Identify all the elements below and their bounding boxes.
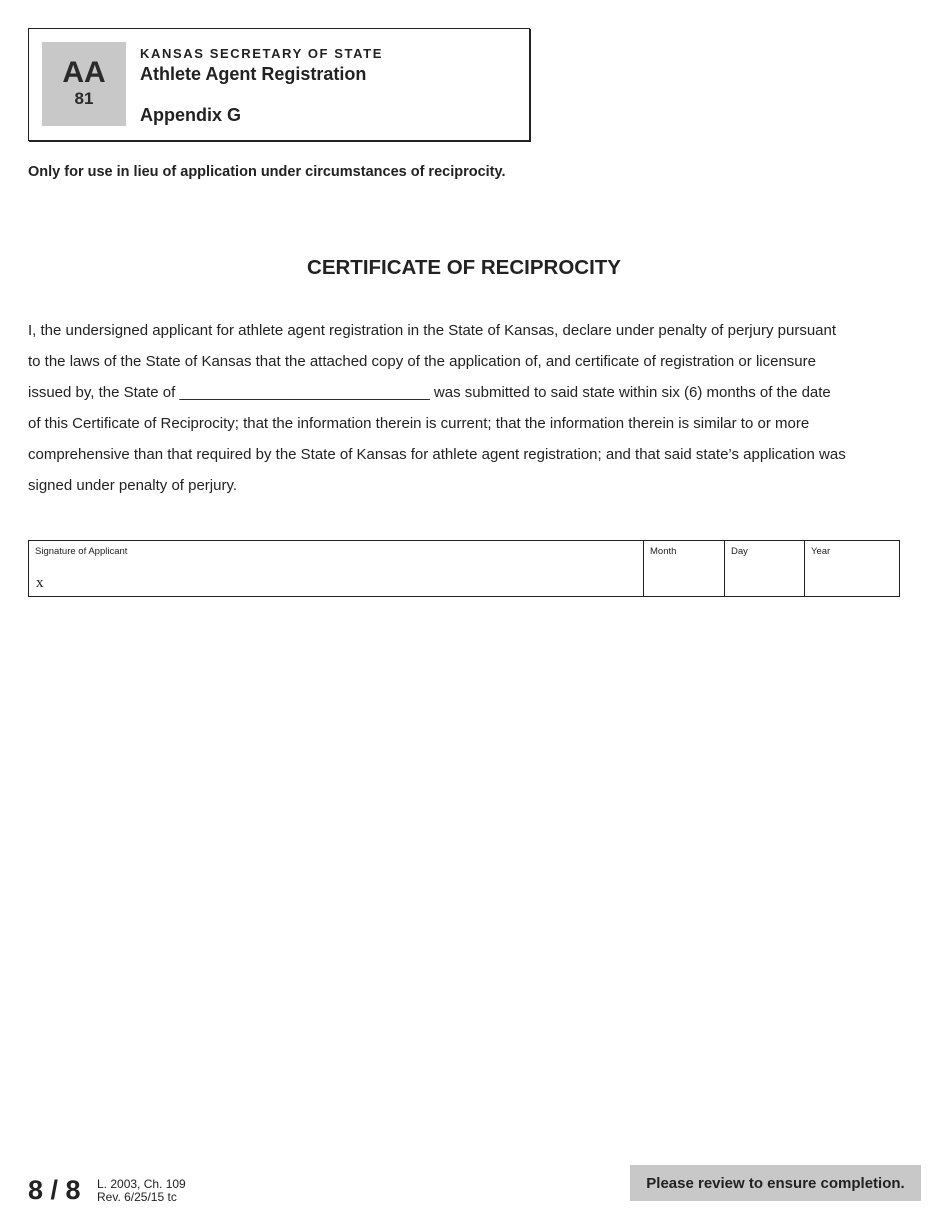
- signature-table: [28, 540, 900, 597]
- law-reference: L. 2003, Ch. 109: [97, 1177, 186, 1191]
- declaration-line: signed under penalty of perjury.: [28, 477, 238, 494]
- form-title: Athlete Agent Registration: [140, 64, 367, 84]
- declaration-line: issued by, the State of ______________________________ was submitted to said state within six (6) months of the date: [28, 384, 831, 401]
- declaration-line: comprehensive than that required by the State of Kansas for athlete agent registration; and that said state’s application was: [28, 446, 846, 463]
- declaration-line: of this Certificate of Reciprocity; that the information therein is current; that the information therein is similar to or more: [28, 415, 810, 432]
- form-badge: [42, 42, 126, 126]
- signature-mark: x: [36, 575, 44, 591]
- year-field[interactable]: [804, 541, 899, 596]
- form-header: [28, 28, 530, 141]
- month-label: Month: [650, 546, 677, 557]
- appendix-label: Appendix G: [140, 105, 242, 125]
- document-title: CERTIFICATE OF RECIPROCITY: [307, 256, 621, 279]
- day-field[interactable]: [724, 541, 804, 596]
- declaration-line: to the laws of the State of Kansas that the attached copy of the application of, and certificate of registration or licensure: [28, 353, 816, 370]
- revision-date: Rev. 6/25/15 tc: [97, 1190, 177, 1204]
- law-reference-block: [97, 1178, 186, 1204]
- badge-number: 81: [74, 89, 94, 108]
- page-indicator: 8 / 8: [28, 1175, 81, 1205]
- usage-notice: Only for use in lieu of application under circumstances of reciprocity.: [28, 164, 506, 180]
- signature-label: Signature of Applicant: [35, 546, 128, 557]
- declaration-line: I, the undersigned applicant for athlete agent registration in the State of Kansas, declare under penalty of perjury pursuant: [28, 322, 837, 339]
- year-label: Year: [811, 546, 831, 557]
- signature-field[interactable]: [29, 541, 643, 596]
- review-button[interactable]: Please review to ensure completion.: [630, 1165, 921, 1201]
- agency-name: KANSAS SECRETARY OF STATE: [140, 46, 383, 61]
- month-field[interactable]: [643, 541, 724, 596]
- day-label: Day: [731, 546, 748, 557]
- badge-code: AA: [62, 56, 106, 89]
- declaration-text: [28, 315, 898, 501]
